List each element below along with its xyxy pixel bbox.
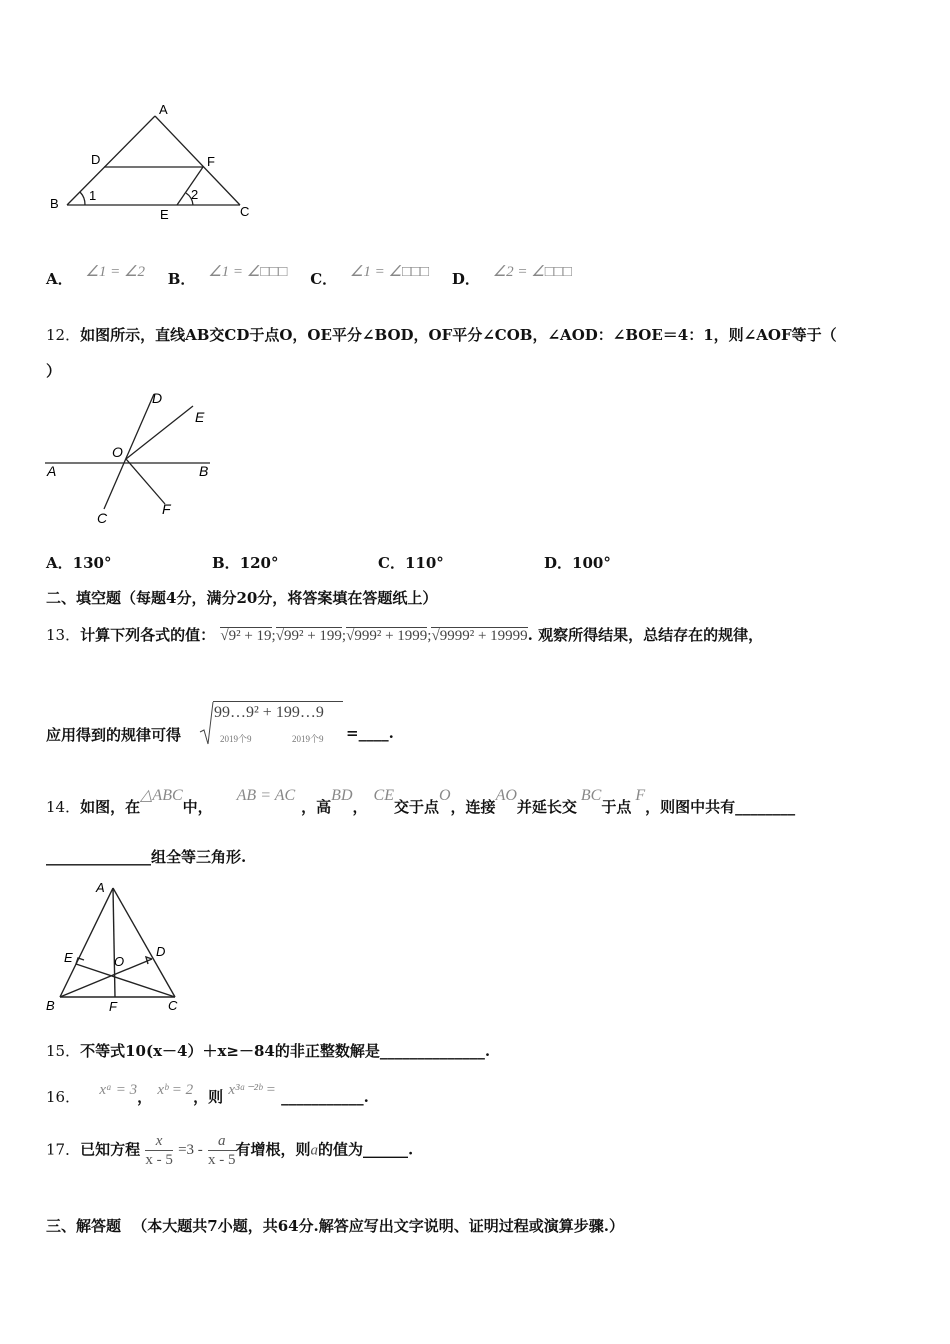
q12-options bbox=[46, 552, 611, 573]
q12-question bbox=[46, 324, 837, 345]
q12-lines-figure bbox=[40, 386, 220, 531]
section-3-title: 三、解答题 bbox=[46, 1217, 122, 1235]
q11-option-c-letter: C． bbox=[310, 270, 338, 288]
q14-m2: AB = AC bbox=[236, 787, 296, 804]
section-2-title: 二、填空题（每题4分，满分20分，将答案填在答题纸上） bbox=[46, 589, 438, 607]
q13-sep-2: ; bbox=[341, 628, 347, 644]
q12-text: 如图所示，直线AB交CD于点O，OE平分∠BOD，OF平分∠COB，∠AOD：∠BOE＝4：1，则∠AOF等于（ bbox=[80, 326, 837, 344]
q11-triangle-figure bbox=[40, 98, 270, 228]
q12-option-b-value: 120° bbox=[239, 554, 279, 572]
q17-p3: 的值为______. bbox=[318, 1140, 414, 1159]
q13-line1 bbox=[46, 624, 763, 645]
q12-label-o: O bbox=[112, 444, 123, 460]
label-f: F bbox=[207, 154, 215, 169]
q14-m4: CE bbox=[373, 787, 394, 804]
q11-option-d: ∠2 = ∠□□□ bbox=[492, 264, 572, 280]
q14-label-f: F bbox=[109, 999, 117, 1014]
q16-p: ，则 bbox=[193, 1088, 224, 1106]
q14-label-a: A bbox=[96, 880, 105, 895]
label-angle-2: 2 bbox=[191, 187, 199, 202]
q12-option-d-letter: D． bbox=[544, 554, 573, 572]
q13-expr-4: √9999² + 19999 bbox=[431, 628, 528, 644]
q12-option-a-letter: A． bbox=[46, 554, 73, 572]
q17-p2: 有增根，则 bbox=[235, 1140, 311, 1159]
q13-big-expr-top: 99…9² + 199…9 bbox=[214, 704, 324, 721]
q12-option-a-value: 130° bbox=[72, 554, 112, 572]
q13-tail: =____. bbox=[346, 724, 394, 742]
q14-p9: ，则图中共有________ bbox=[645, 798, 796, 816]
q12-option-b-letter: B． bbox=[212, 554, 240, 572]
label-d: D bbox=[91, 152, 101, 167]
q15-text: 不等式10(x－4）＋x≥－84的非正整数解是______________. bbox=[80, 1042, 491, 1060]
q12-option-d bbox=[544, 554, 611, 572]
q13-number: 13． bbox=[46, 626, 81, 644]
q12-label-a: A bbox=[47, 463, 57, 479]
label-b: B bbox=[50, 196, 59, 211]
q13-sep-1: ; bbox=[271, 628, 276, 644]
q12-number: 12． bbox=[46, 326, 81, 344]
q13-sep-3: ; bbox=[427, 628, 432, 644]
q17-question bbox=[46, 1132, 413, 1169]
q13-big-expr-under1: 2019个9 bbox=[220, 734, 252, 744]
q17-num1: x bbox=[145, 1132, 173, 1151]
q14-line1 bbox=[46, 787, 796, 817]
q14-p7: 并延长交 bbox=[516, 798, 577, 816]
q13-expr-2: √99² + 199 bbox=[275, 628, 342, 644]
q11-option-c: ∠1 = ∠□□□ bbox=[349, 264, 430, 280]
q14-number: 14． bbox=[46, 798, 81, 816]
q14-m7: BC bbox=[580, 787, 602, 804]
q13-expr-3: √999² + 1999 bbox=[346, 628, 428, 644]
q16-sep: ， bbox=[137, 1088, 153, 1106]
q13-expr-1: √9² + 19 bbox=[220, 628, 272, 644]
q17-number: 17． bbox=[46, 1140, 81, 1159]
q17-fraction-1 bbox=[145, 1132, 173, 1169]
q17-mid: =3 - bbox=[178, 1142, 203, 1158]
section-3-heading bbox=[46, 1215, 624, 1236]
q11-options bbox=[46, 264, 572, 289]
q12-question-line2: ） bbox=[46, 362, 62, 380]
label-e: E bbox=[160, 207, 169, 222]
q14-p1: 如图，在 bbox=[80, 798, 141, 816]
q13-radical-sign bbox=[198, 700, 214, 746]
q16-m2: xᵇ = 2 bbox=[157, 1082, 194, 1098]
q17-num2: a bbox=[208, 1132, 236, 1151]
q14-p6: ，连接 bbox=[450, 798, 496, 816]
q11-option-a-letter: A． bbox=[46, 270, 73, 288]
q16-m1: xᵃ = 3 bbox=[99, 1082, 138, 1098]
q14-label-e: E bbox=[64, 950, 73, 965]
q13-big-expr-under2: 2019个9 bbox=[292, 734, 324, 744]
q16-question bbox=[46, 1082, 369, 1107]
q14-label-c: C bbox=[168, 998, 178, 1013]
q16-number: 16． bbox=[46, 1088, 81, 1106]
q12-label-e: E bbox=[195, 409, 205, 425]
q11-option-b: ∠1 = ∠□□□ bbox=[208, 264, 288, 280]
q14-line2: ______________组全等三角形. bbox=[46, 848, 247, 866]
q13-line2 bbox=[46, 724, 181, 745]
q17-den2: x - 5 bbox=[208, 1152, 236, 1168]
q12-label-b: B bbox=[199, 463, 209, 479]
q12-option-c-letter: C． bbox=[378, 554, 405, 572]
q14-label-d: D bbox=[156, 944, 166, 959]
q13-suffix: . 观察所得结果，总结存在的规律， bbox=[527, 626, 764, 644]
q15-number: 15． bbox=[46, 1042, 81, 1060]
q13-line2-prefix: 应用得到的规律可得 bbox=[46, 726, 182, 744]
q12-option-a bbox=[46, 552, 212, 573]
q12-option-b bbox=[212, 552, 378, 573]
q12-label-c: C bbox=[97, 510, 108, 526]
label-c: C bbox=[240, 204, 250, 219]
q14-m3: BD bbox=[331, 787, 353, 804]
q12-label-d: D bbox=[152, 390, 163, 406]
q12-option-c bbox=[378, 552, 544, 573]
q14-p4: ， bbox=[352, 798, 368, 816]
q17-var: a bbox=[310, 1142, 319, 1159]
q16-m3: x³ᵃ⁻²ᵇ = bbox=[228, 1082, 276, 1098]
q14-label-b: B bbox=[46, 998, 55, 1013]
q14-p2: 中， bbox=[182, 798, 213, 816]
q11-option-b-letter: B． bbox=[167, 270, 196, 288]
q13-radical-bar bbox=[213, 701, 343, 702]
q12-label-f: F bbox=[162, 501, 171, 517]
q14-m5: O bbox=[438, 787, 451, 804]
q14-m1: △ABC bbox=[140, 787, 183, 804]
section-3-desc: （本大题共7小题，共64分.解答应写出文字说明、证明过程或演算步骤.） bbox=[132, 1217, 625, 1235]
q14-m6: AO bbox=[495, 787, 517, 804]
q14-p3: ，高 bbox=[301, 798, 332, 816]
q14-p5: 交于点 bbox=[393, 798, 439, 816]
q17-fraction-2 bbox=[208, 1132, 236, 1169]
label-a: A bbox=[159, 102, 168, 117]
q17-den1: x - 5 bbox=[145, 1152, 173, 1168]
q14-m8: F bbox=[635, 787, 646, 804]
q14-p8: 于点 bbox=[601, 798, 632, 816]
q12-option-c-value: 110° bbox=[404, 554, 444, 572]
q14-triangle-figure bbox=[40, 878, 190, 1018]
q16-tail: ___________. bbox=[281, 1088, 369, 1106]
q14-label-o: O bbox=[114, 954, 125, 969]
q15-question bbox=[46, 1040, 490, 1061]
q11-option-d-letter: D． bbox=[451, 270, 480, 288]
q17-p1: 已知方程 bbox=[80, 1140, 141, 1159]
q13-big-expression bbox=[198, 700, 346, 744]
q13-prefix: 计算下列各式的值： bbox=[80, 626, 216, 644]
q12-option-d-value: 100° bbox=[572, 554, 611, 572]
q11-option-a: ∠1 = ∠2 bbox=[85, 264, 145, 280]
label-angle-1: 1 bbox=[89, 188, 97, 203]
